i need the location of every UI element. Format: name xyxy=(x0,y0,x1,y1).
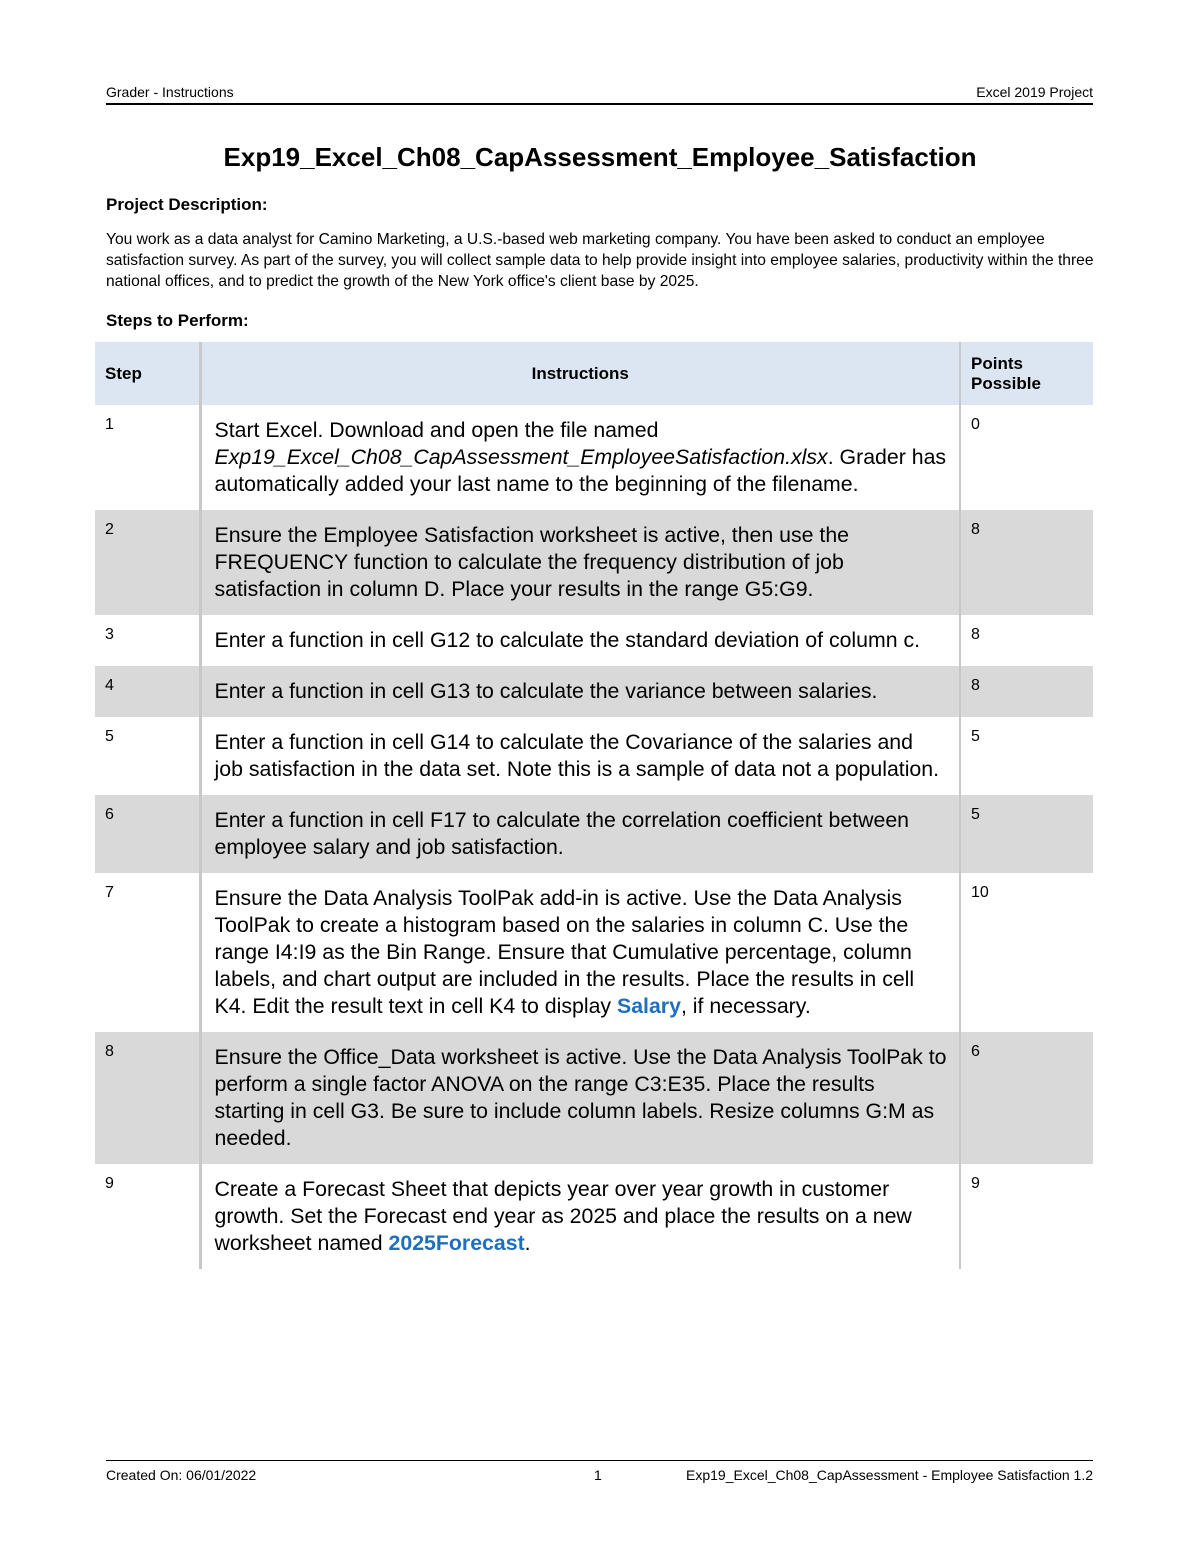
table-row xyxy=(95,666,1093,717)
steps-table-body xyxy=(95,405,1093,1269)
points-possible: 10 xyxy=(971,884,989,901)
table-row xyxy=(95,717,1093,795)
step-instructions xyxy=(200,666,960,717)
step-number: 9 xyxy=(105,1175,114,1192)
column-header-step: Step xyxy=(95,342,200,405)
instruction-text: Enter a function in cell F17 to calculate the correlation coefficient between employee salary and job satisfaction. xyxy=(214,808,910,859)
table-row xyxy=(95,615,1093,666)
step-number: 7 xyxy=(105,884,114,901)
instruction-text: Ensure the Employee Satisfaction worksheet is active, then use the FREQUENCY function to calculate the frequency distribution of job satisfaction in column D. Place your results in the range G5:G9. xyxy=(214,523,850,601)
header-right: Excel 2019 Project xyxy=(976,84,1093,100)
column-header-instructions: Instructions xyxy=(200,342,960,405)
instruction-text: . xyxy=(524,1231,531,1255)
steps-heading: Steps to Perform: xyxy=(106,311,249,330)
step-instructions xyxy=(200,717,960,795)
header-left: Grader - Instructions xyxy=(106,84,234,100)
points-possible: 9 xyxy=(971,1175,980,1192)
instruction-text: Create a Forecast Sheet that depicts year over year growth in customer growth. Set the Forecast end year as 2025 and place the results on a new worksheet named xyxy=(214,1177,912,1255)
project-description-heading: Project Description: xyxy=(106,195,268,214)
step-number: 6 xyxy=(95,795,200,873)
instruction-text: Enter a function in cell G14 to calculate the Covariance of the salaries and job satisfaction in the data set. Note this is a sample of data not a population. xyxy=(214,730,940,781)
step-number: 8 xyxy=(95,1032,200,1164)
points-possible: 6 xyxy=(960,1032,1093,1164)
instruction-text: Ensure the Data Analysis ToolPak add-in is active. Use the Data Analysis ToolPak to create a histogram based on the salaries in column C. Use the range I4:I9 as the Bin Range. Ensure that Cumulative percentage, column labels, and chart output are included in the results. Place the results in cell K4. Edit the result text in cell K4 to display xyxy=(214,886,915,1018)
column-header-points: Points Possible xyxy=(960,342,1093,405)
steps-table xyxy=(95,342,1093,1269)
project-description-text: You work as a data analyst for Camino Marketing, a U.S.-based web marketing company. You have been asked to conduct an employee satisfaction survey. As part of the survey, you will collect sample data to help provide insight into employee salaries, productivity within the three national offices, and to predict the growth of the New York office's client base by 2025. xyxy=(106,231,1094,290)
points-possible: 8 xyxy=(960,510,1093,615)
step-number: 4 xyxy=(95,666,200,717)
step-instructions xyxy=(200,510,960,615)
document-title: Exp19_Excel_Ch08_CapAssessment_Employee_Satisfaction xyxy=(223,142,977,172)
footer-created-on: Created On: 06/01/2022 xyxy=(106,1467,257,1483)
highlighted-term: Salary xyxy=(616,994,681,1018)
points-possible: 5 xyxy=(960,795,1093,873)
instruction-text: Enter a function in cell G12 to calculate the standard deviation of column c. xyxy=(214,628,921,652)
file-name: Exp19_Excel_Ch08_CapAssessment_EmployeeSatisfaction.xlsx xyxy=(214,445,828,469)
step-number: 5 xyxy=(105,728,114,745)
step-number: 3 xyxy=(105,626,114,643)
step-number: 1 xyxy=(105,416,114,433)
table-row xyxy=(95,1164,1093,1269)
page-footer xyxy=(106,1460,1093,1487)
step-number: 2 xyxy=(95,510,200,615)
highlighted-term: 2025Forecast xyxy=(388,1231,525,1255)
step-instructions xyxy=(200,405,960,510)
instruction-text: Start Excel. Download and open the file named xyxy=(214,418,659,442)
instruction-text: Enter a function in cell G13 to calculate the variance between salaries. xyxy=(214,679,878,703)
table-row xyxy=(95,405,1093,510)
instruction-text: , if necessary. xyxy=(680,994,811,1018)
step-instructions xyxy=(200,1032,960,1164)
table-row xyxy=(95,795,1093,873)
instruction-text: Ensure the Office_Data worksheet is active. Use the Data Analysis ToolPak to perform a single factor ANOVA on the range C3:E35. Place the results starting in cell G3. Be sure to include column labels. Resize columns G:M as needed. xyxy=(214,1045,947,1150)
points-possible: 8 xyxy=(971,626,980,643)
instruction-text: . Grader has automatically added your last name to the beginning of the filename. xyxy=(214,445,947,496)
step-instructions xyxy=(200,1164,960,1269)
points-possible: 8 xyxy=(960,666,1093,717)
footer-document-id: Exp19_Excel_Ch08_CapAssessment - Employee Satisfaction 1.2 xyxy=(686,1467,1093,1483)
table-row xyxy=(95,510,1093,615)
step-instructions xyxy=(200,615,960,666)
steps-table-header-row xyxy=(95,342,1093,405)
page-header xyxy=(106,84,1093,105)
footer-page-number: 1 xyxy=(594,1467,602,1483)
step-instructions xyxy=(200,795,960,873)
points-possible: 0 xyxy=(971,416,980,433)
table-row xyxy=(95,873,1093,1032)
table-row xyxy=(95,1032,1093,1164)
step-instructions xyxy=(200,873,960,1032)
points-possible: 5 xyxy=(971,728,980,745)
